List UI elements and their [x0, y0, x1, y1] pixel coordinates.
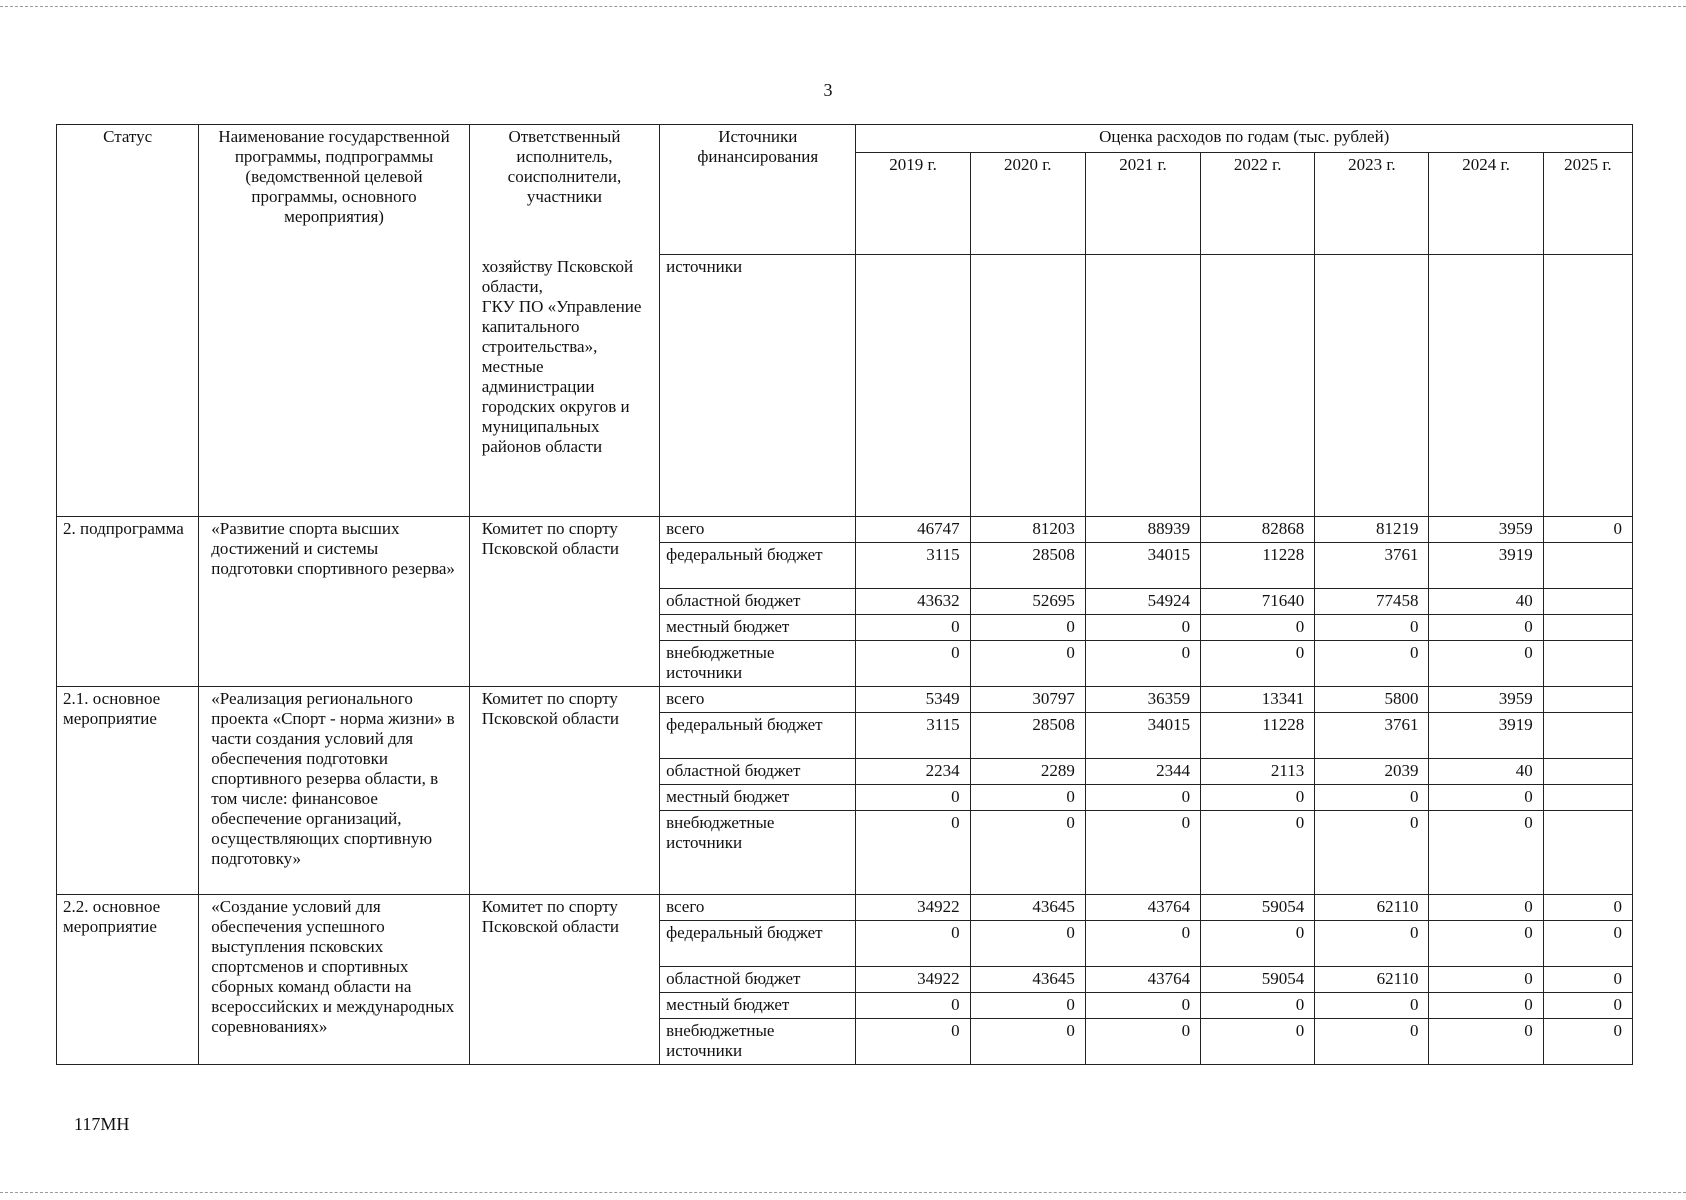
- page-number: 3: [823, 80, 833, 100]
- value-cell: [1543, 615, 1632, 641]
- value-cell: [1543, 255, 1632, 517]
- funding-source: областной бюджет: [660, 589, 856, 615]
- value-cell: [1543, 811, 1632, 895]
- value-cell: 71640: [1201, 589, 1315, 615]
- funding-source: областной бюджет: [660, 759, 856, 785]
- table-row: [57, 517, 1633, 543]
- funding-source: всего: [660, 687, 856, 713]
- header-status: Статус: [57, 125, 199, 255]
- value-cell: 0: [1429, 993, 1543, 1019]
- value-cell: [1543, 543, 1632, 589]
- header-sources: Источники финансирования: [660, 125, 856, 255]
- funding-source: всего: [660, 895, 856, 921]
- value-cell: 0: [1201, 641, 1315, 687]
- value-cell: 34922: [856, 895, 970, 921]
- value-cell: 0: [1429, 641, 1543, 687]
- value-cell: 0: [970, 615, 1085, 641]
- value-cell: 0: [1201, 811, 1315, 895]
- value-cell: 62110: [1315, 895, 1429, 921]
- value-cell: 3761: [1315, 713, 1429, 759]
- value-cell: 0: [970, 1019, 1085, 1065]
- value-cell: 43764: [1085, 895, 1200, 921]
- scan-edge-top: [0, 6, 1686, 7]
- block-name: «Реализация регионального проекта «Спорт - норма жизни» в части создания условий для обеспечения подготовки спортивного резерва области, в том числе: финансовое обеспечение организаций, осуществляющих спортивную подготовку»: [199, 687, 470, 895]
- funding-source: федеральный бюджет: [660, 713, 856, 759]
- funding-source: федеральный бюджет: [660, 921, 856, 967]
- value-cell: 0: [1543, 921, 1632, 967]
- value-cell: 2234: [856, 759, 970, 785]
- value-cell: 0: [856, 993, 970, 1019]
- value-cell: 0: [1315, 993, 1429, 1019]
- value-cell: 0: [856, 641, 970, 687]
- funding-source: местный бюджет: [660, 615, 856, 641]
- header-year: 2024 г.: [1429, 153, 1543, 255]
- value-cell: 81203: [970, 517, 1085, 543]
- value-cell: 0: [1085, 921, 1200, 967]
- header-year: 2022 г.: [1201, 153, 1315, 255]
- value-cell: [1543, 589, 1632, 615]
- table-row: [57, 687, 1633, 713]
- value-cell: 46747: [856, 517, 970, 543]
- value-cell: [970, 255, 1085, 517]
- continuation-responsible: [469, 255, 659, 517]
- value-cell: 3115: [856, 713, 970, 759]
- value-cell: 2113: [1201, 759, 1315, 785]
- header-responsible: Ответственный исполнитель, соисполнители, участники: [469, 125, 659, 255]
- value-cell: 40: [1429, 759, 1543, 785]
- value-cell: 0: [1543, 895, 1632, 921]
- header-year: 2023 г.: [1315, 153, 1429, 255]
- value-cell: 0: [1429, 895, 1543, 921]
- block-status: 2.1. основное мероприятие: [57, 687, 199, 895]
- value-cell: 0: [856, 615, 970, 641]
- value-cell: 5349: [856, 687, 970, 713]
- header-row-top: [57, 125, 1633, 153]
- value-cell: 2344: [1085, 759, 1200, 785]
- value-cell: 0: [1429, 785, 1543, 811]
- value-cell: 0: [1085, 811, 1200, 895]
- value-cell: 3959: [1429, 517, 1543, 543]
- value-cell: 0: [970, 811, 1085, 895]
- header-year: 2021 г.: [1085, 153, 1200, 255]
- value-cell: [1543, 713, 1632, 759]
- value-cell: 82868: [1201, 517, 1315, 543]
- value-cell: 0: [856, 921, 970, 967]
- value-cell: 2289: [970, 759, 1085, 785]
- value-cell: 36359: [1085, 687, 1200, 713]
- value-cell: 34015: [1085, 543, 1200, 589]
- funding-source: местный бюджет: [660, 785, 856, 811]
- value-cell: 0: [1315, 811, 1429, 895]
- value-cell: 0: [856, 1019, 970, 1065]
- value-cell: 43764: [1085, 967, 1200, 993]
- value-cell: [1085, 255, 1200, 517]
- value-cell: [1543, 759, 1632, 785]
- funding-source: всего: [660, 517, 856, 543]
- value-cell: 52695: [970, 589, 1085, 615]
- value-cell: 3959: [1429, 687, 1543, 713]
- value-cell: 3761: [1315, 543, 1429, 589]
- value-cell: [1429, 255, 1543, 517]
- value-cell: 3919: [1429, 713, 1543, 759]
- value-cell: 13341: [1201, 687, 1315, 713]
- value-cell: 0: [1315, 921, 1429, 967]
- budget-table: [56, 124, 1633, 1065]
- value-cell: 3919: [1429, 543, 1543, 589]
- block-status: 2. подпрограмма: [57, 517, 199, 687]
- value-cell: 11228: [1201, 543, 1315, 589]
- value-cell: 54924: [1085, 589, 1200, 615]
- header-estimate: Оценка расходов по годам (тыс. рублей): [856, 125, 1633, 153]
- value-cell: 0: [970, 921, 1085, 967]
- value-cell: 0: [1201, 993, 1315, 1019]
- value-cell: 28508: [970, 713, 1085, 759]
- value-cell: [1315, 255, 1429, 517]
- block-responsible: Комитет по спорту Псковской области: [469, 687, 659, 895]
- value-cell: 0: [1201, 785, 1315, 811]
- value-cell: 0: [1201, 921, 1315, 967]
- value-cell: 43645: [970, 967, 1085, 993]
- value-cell: 0: [1085, 615, 1200, 641]
- value-cell: 43645: [970, 895, 1085, 921]
- value-cell: 0: [1543, 517, 1632, 543]
- block-name: «Развитие спорта высших достижений и системы подготовки спортивного резерва»: [199, 517, 470, 687]
- value-cell: 11228: [1201, 713, 1315, 759]
- continuation-responsible-line: местные администрации городских округов и муниципальных районов области: [481, 356, 630, 456]
- funding-source: федеральный бюджет: [660, 543, 856, 589]
- value-cell: 0: [1085, 785, 1200, 811]
- value-cell: 0: [1085, 1019, 1200, 1065]
- value-cell: 40: [1429, 589, 1543, 615]
- value-cell: 43632: [856, 589, 970, 615]
- value-cell: 0: [1085, 641, 1200, 687]
- value-cell: [856, 255, 970, 517]
- header-year: 2025 г.: [1543, 153, 1632, 255]
- block-responsible: Комитет по спорту Псковской области: [469, 895, 659, 1065]
- funding-source: внебюджетные источники: [660, 811, 856, 895]
- value-cell: 0: [1315, 785, 1429, 811]
- value-cell: 0: [1315, 1019, 1429, 1065]
- value-cell: 59054: [1201, 967, 1315, 993]
- value-cell: 28508: [970, 543, 1085, 589]
- header-name: Наименование государственной программы, подпрограммы (ведомственной целевой программы, основного мероприятия): [199, 125, 470, 255]
- value-cell: 2039: [1315, 759, 1429, 785]
- header-year: 2020 г.: [970, 153, 1085, 255]
- value-cell: 0: [1543, 993, 1632, 1019]
- block-name: «Создание условий для обеспечения успешного выступления псковских спортсменов и спортивных сборных команд области на всероссийских и международных соревнованиях»: [199, 895, 470, 1065]
- continuation-source: источники: [660, 255, 856, 517]
- value-cell: 0: [1085, 993, 1200, 1019]
- value-cell: 0: [1315, 641, 1429, 687]
- funding-source: местный бюджет: [660, 993, 856, 1019]
- value-cell: 0: [970, 641, 1085, 687]
- value-cell: 0: [1315, 615, 1429, 641]
- value-cell: 59054: [1201, 895, 1315, 921]
- value-cell: 0: [1543, 1019, 1632, 1065]
- value-cell: 34015: [1085, 713, 1200, 759]
- value-cell: [1543, 687, 1632, 713]
- value-cell: [1543, 641, 1632, 687]
- value-cell: 0: [1429, 921, 1543, 967]
- continuation-responsible-line: ГКУ ПО «Управление капитального строительства»,: [481, 296, 642, 356]
- value-cell: 5800: [1315, 687, 1429, 713]
- table-row: [57, 895, 1633, 921]
- value-cell: 0: [1543, 967, 1632, 993]
- value-cell: 3115: [856, 543, 970, 589]
- value-cell: 30797: [970, 687, 1085, 713]
- value-cell: 77458: [1315, 589, 1429, 615]
- value-cell: 0: [1429, 967, 1543, 993]
- funding-source: внебюджетные источники: [660, 1019, 856, 1065]
- value-cell: 62110: [1315, 967, 1429, 993]
- value-cell: 0: [1201, 615, 1315, 641]
- value-cell: 0: [1201, 1019, 1315, 1065]
- funding-source: внебюджетные источники: [660, 641, 856, 687]
- continuation-responsible-line: хозяйству Псковской области,: [481, 256, 634, 296]
- value-cell: 81219: [1315, 517, 1429, 543]
- header-year: 2019 г.: [856, 153, 970, 255]
- continuation-row: [57, 255, 1633, 517]
- document-code: 117МН: [74, 1114, 130, 1134]
- value-cell: 0: [970, 993, 1085, 1019]
- value-cell: [1201, 255, 1315, 517]
- value-cell: 0: [856, 811, 970, 895]
- value-cell: 0: [1429, 811, 1543, 895]
- funding-source: областной бюджет: [660, 967, 856, 993]
- value-cell: 0: [1429, 1019, 1543, 1065]
- value-cell: 0: [970, 785, 1085, 811]
- block-status: 2.2. основное мероприятие: [57, 895, 199, 1065]
- value-cell: 0: [856, 785, 970, 811]
- value-cell: [1543, 785, 1632, 811]
- value-cell: 0: [1429, 615, 1543, 641]
- block-responsible: Комитет по спорту Псковской области: [469, 517, 659, 687]
- value-cell: 34922: [856, 967, 970, 993]
- continuation-name-cell: [199, 255, 470, 517]
- continuation-status-cell: [57, 255, 199, 517]
- value-cell: 88939: [1085, 517, 1200, 543]
- scan-edge-bottom: [0, 1192, 1686, 1193]
